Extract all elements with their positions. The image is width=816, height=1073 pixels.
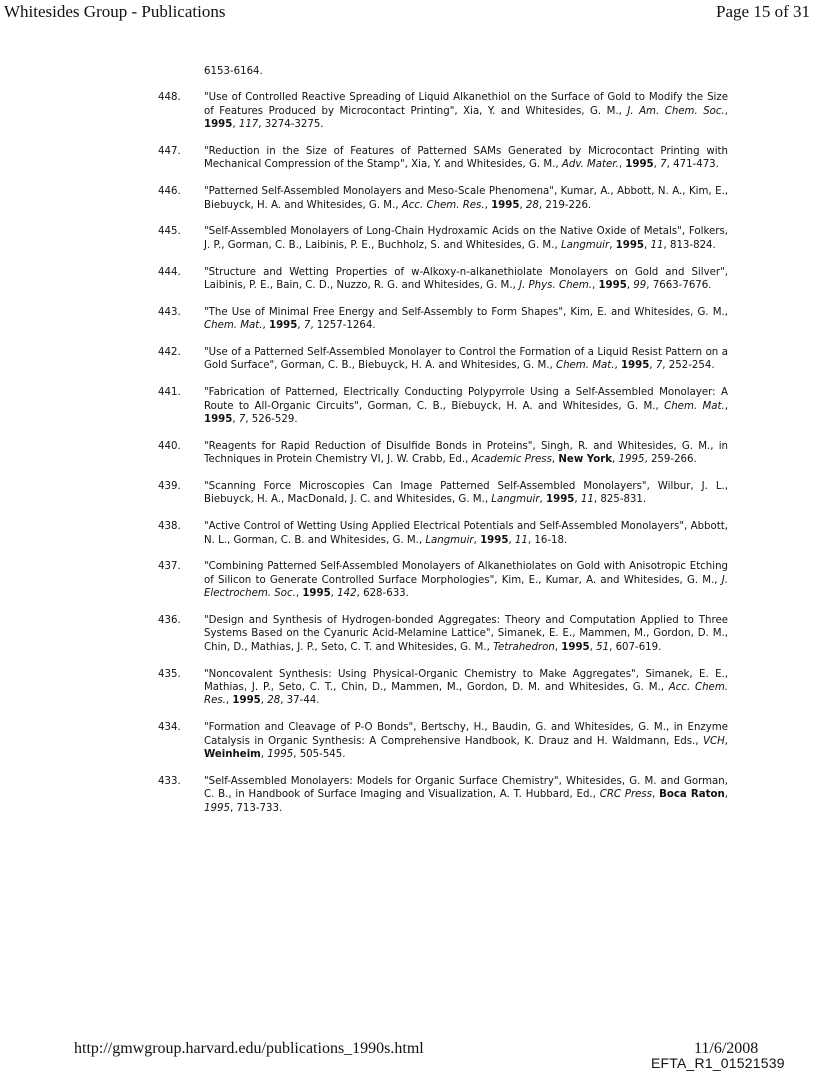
citation-text: "Design and Synthesis of Hydrogen-bonded Aggregates: Theory and Computation Applied to Three Systems Based on the Cyanuric Acid-Melamine Lattice", Simanek, E. E., Mammen, M., Gordon, D. M., Chin, D., Mathias, J. P., Seto, C. T. and Whitesides, G. M., (204, 615, 728, 653)
publication-entry (158, 614, 728, 654)
publication-entry (158, 225, 728, 252)
publication-entry (158, 386, 728, 426)
citation-text: , (225, 695, 233, 707)
citation-text: "Scanning Force Microscopies Can Image Patterned Self-Assembled Monolayers", Wilbur, J. L., Biebuyck, H. A., MacDonald, J. C. and Whitesides, G. M., (204, 481, 728, 506)
citation-text: "Combining Patterned Self-Assembled Monolayers of Alkanethiolates on Gold with Anisotropic Etching of Silicon to Generate Controlled Surface Morphologies", Kim, E., Kumar, A. and Whitesides, G. M., (204, 561, 728, 586)
citation-text: , (609, 239, 616, 251)
citation-text: , 505-545. (293, 749, 346, 761)
citation-text: , (262, 320, 269, 332)
citation-italic: VCH (703, 735, 725, 747)
citation-italic: Chem. Mat. (204, 320, 263, 332)
citation-italic: Chem. Mat. (555, 360, 615, 372)
citation-text: , (232, 414, 239, 426)
entry-citation (204, 346, 728, 373)
entry-number: 439. (158, 481, 181, 493)
citation-italic: Adv. Mater. (561, 159, 619, 171)
entry-number: 448. (158, 92, 181, 104)
entry-citation (204, 91, 728, 131)
publication-entry (158, 560, 728, 600)
entry-citation (204, 185, 728, 212)
citation-italic: Langmuir (560, 239, 610, 251)
citation-italic: 11 (514, 534, 528, 546)
citation-bold: 1995 (204, 414, 233, 426)
citation-bold: 1995 (615, 239, 645, 251)
citation-italic: Academic Press (471, 454, 552, 466)
entry-number: 446. (158, 186, 181, 198)
publication-entry (158, 480, 728, 507)
citation-italic: 1995 (618, 454, 645, 466)
citation-text: , (652, 789, 660, 801)
citation-bold: 1995 (480, 534, 509, 546)
publication-entry (158, 185, 728, 212)
citation-italic: 117 (238, 119, 259, 131)
citation-text: , (589, 641, 597, 653)
citation-italic: 28 (267, 695, 281, 707)
citation-text: , (612, 454, 619, 466)
citation-italic: 7 (238, 414, 246, 426)
publication-entry (158, 721, 728, 761)
entry-citation (204, 440, 728, 467)
citation-text: , 713-733. (229, 802, 283, 814)
citation-italic: Acc. Chem. Res. (401, 199, 485, 211)
citation-text: "Formation and Cleavage of P-O Bonds", Bertschy, H., Baudin, G. and Whitesides, G. M., in Enzyme Catalysis in Organic Synthesis: A Comprehensive Handbook, K. Drauz and H. Waldmann, Eds., (204, 722, 728, 747)
citation-text: "Active Control of Wetting Using Applied Electrical Potentials and Self-Assembled Monolayers", Abbott, N. L., Gorman, C. B. and Whitesides, G. M., (204, 521, 728, 546)
entry-number: 435. (158, 668, 181, 680)
citation-bold: 1995 (302, 588, 331, 600)
entry-citation (204, 145, 728, 172)
entry-number: 444. (158, 266, 181, 278)
citation-italic: J. Phys. Chem. (519, 280, 592, 292)
citation-text: "The Use of Minimal Free Energy and Self-Assembly to Form Shapes", Kim, E. and Whitesides, G. M., (204, 306, 728, 318)
entry-number: 434. (158, 722, 181, 734)
citation-text: , (473, 534, 481, 546)
page-header-title: Whitesides Group - Publications (4, 2, 226, 21)
publication-entry (158, 91, 728, 131)
publication-entry (158, 145, 728, 172)
citation-bold: 1995 (232, 695, 261, 707)
citation-bold: 1995 (546, 494, 575, 506)
citation-italic: 1995 (204, 802, 230, 814)
entry-citation (204, 386, 728, 426)
citation-bold: 1995 (204, 119, 233, 131)
citation-text: , 825-831. (593, 494, 647, 506)
entry-citation (204, 225, 728, 252)
citation-italic: J. Am. Chem. Soc. (627, 105, 725, 117)
entry-citation (204, 614, 728, 654)
footer-date: 11/6/2008 (694, 1040, 759, 1057)
citation-bold: Weinheim (204, 749, 261, 761)
citation-text: , (574, 494, 581, 506)
continuation-text: 6153-6164. (204, 66, 263, 77)
citation-bold: New York (558, 454, 613, 466)
citation-text: "Fabrication of Patterned, Electrically Conducting Polypyrrole Using a Self-Assembled Monolayer: A Route to All-Organic Circuits", Gorman, C. B., Biebuyck, H. A. and Whitesides, G. M., (204, 387, 728, 412)
citation-bold: 1995 (491, 199, 520, 211)
citation-text: , 219-226. (538, 199, 592, 211)
entry-number: 445. (158, 226, 181, 238)
citation-text: , (653, 159, 661, 171)
citation-text: "Structure and Wetting Properties of w-Alkoxy-n-alkanethiolate Monolayers on Gold and Silver", Laibinis, P. E., Bain, C. D., Nuzzo, R. G. and Whitesides, G. M., (204, 266, 728, 292)
entry-number: 433. (158, 775, 181, 787)
citation-italic: 51 (596, 641, 610, 653)
citation-text: , (724, 400, 728, 412)
citation-bold: 1995 (598, 280, 627, 292)
citation-text: , (724, 789, 728, 801)
citation-text: , (591, 280, 599, 292)
citation-text: , (330, 588, 338, 600)
entry-citation (204, 721, 728, 761)
citation-text: , 259-266. (644, 454, 697, 466)
citation-text: , (297, 320, 304, 332)
entry-number: 442. (158, 347, 181, 359)
citation-text: , (484, 199, 492, 211)
citation-text: , (519, 199, 526, 211)
entry-citation (204, 480, 728, 507)
publication-entry (158, 520, 728, 547)
citation-italic: 11 (580, 494, 594, 506)
entry-number: 440. (158, 440, 181, 452)
citation-text: , (626, 280, 634, 292)
publication-entry (158, 668, 728, 708)
citation-italic: 28 (525, 199, 539, 211)
citation-italic: Langmuir (491, 494, 540, 506)
citation-text: , (614, 360, 621, 372)
entry-citation (204, 306, 728, 333)
publication-entry (158, 266, 728, 293)
citation-text: , (539, 494, 547, 506)
citation-text: , (295, 588, 303, 600)
citation-text: "Self-Assembled Monolayers: Models for Organic Surface Chemistry", Whitesides, G. M. and Gorman, C. B., in Handbook of Surface Imaging and Visualization, A. T. Hubbard, Ed., (204, 775, 728, 801)
entry-citation (204, 775, 728, 815)
citation-italic: Tetrahedron (493, 641, 555, 653)
entry-number: 436. (158, 615, 181, 627)
citation-italic: J. Electrochem. Soc. (204, 574, 728, 600)
citation-text: , 16-18. (527, 534, 568, 546)
citation-text: "Patterned Self-Assembled Monolayers and Meso-Scale Phenomena", Kumar, A., Abbott, N. A., Kim, E., Biebuyck, H. A. and Whitesides, G. M., (204, 186, 728, 211)
citation-text: , 471-473. (666, 159, 719, 171)
citation-italic: CRC Press (599, 789, 653, 801)
entry-citation (204, 520, 728, 547)
citation-italic: 1995 (267, 749, 294, 761)
citation-text: , 813-824. (663, 239, 716, 251)
citation-text: "Reduction in the Size of Features of Patterned SAMs Generated by Microcontact Printing with Mechanical Compression of the Stamp", Xia, Y. and Whitesides, G. M., (204, 146, 728, 171)
citation-text: , 37-44. (280, 695, 320, 707)
citation-italic: 99 (633, 280, 647, 292)
citation-text: "Noncovalent Synthesis: Using Physical-Organic Chemistry to Make Aggregates", Simanek, E. E., Mathias, J. P., Seto, C. T., Chin, D., Mammen, M., Gordon, D. M. and Whitesides, G. M., (204, 668, 728, 694)
citation-text: "Reagents for Rapid Reduction of Disulfide Bonds in Proteins", Singh, R. and Whitesides, G. M., in Techniques in Protein Chemistry VI, J. W. Crabb, Ed., (204, 440, 728, 466)
citation-text: , (618, 159, 626, 171)
publication-entry (158, 306, 728, 333)
citation-text: , (724, 735, 728, 747)
citation-italic: 11 (650, 239, 664, 251)
entry-number: 443. (158, 306, 181, 318)
citation-text: , 607-619. (609, 641, 662, 653)
citation-text: , (260, 749, 268, 761)
publication-entry (158, 775, 728, 815)
citation-italic: 7 (303, 320, 311, 332)
citation-text: "Use of Controlled Reactive Spreading of Liquid Alkanethiol on the Surface of Gold to Modify the Size of Features Produced by Microcontact Printing", Xia, Y. and Whitesides, G. M., (204, 92, 728, 117)
citation-text: , (649, 360, 656, 372)
entry-number: 438. (158, 521, 181, 533)
entry-number: 437. (158, 561, 181, 573)
citation-italic: 7 (660, 159, 667, 171)
citation-text: , (232, 119, 239, 131)
footer-url: http://gmwgroup.harvard.edu/publications_1990s.html (74, 1040, 424, 1057)
publication-entry (158, 346, 728, 373)
citation-text: , (644, 239, 651, 251)
citation-bold: Boca Raton (659, 789, 725, 801)
citation-text: "Use of a Patterned Self-Assembled Monolayer to Control the Formation of a Liquid Resist Pattern on a Gold Surface", Gorman, C. B., Biebuyck, H. A. and Whitesides, G. M., (204, 347, 728, 372)
entry-citation (204, 560, 728, 600)
citation-bold: 1995 (269, 320, 298, 332)
entry-citation (204, 266, 728, 293)
citation-text: , 3274-3275. (258, 119, 324, 131)
entry-number: 441. (158, 387, 181, 399)
citation-text: , (551, 454, 559, 466)
citation-italic: 7 (655, 360, 663, 372)
citation-bold: 1995 (625, 159, 654, 171)
citation-italic: Chem. Mat. (664, 400, 725, 412)
citation-text: , (554, 641, 562, 653)
publication-entry (158, 440, 728, 467)
entry-citation (204, 668, 728, 708)
citation-text: "Self-Assembled Monolayers of Long-Chain Hydroxamic Acids on the Native Oxide of Metals", Folkers, J. P., Gorman, C. B., Laibinis, P. E., Buchholz, S. and Whitesides, G. M., (204, 226, 728, 251)
citation-text: , (724, 105, 728, 117)
citation-italic: Langmuir (425, 534, 474, 546)
document-id: EFTA_R1_01521539 (651, 1055, 785, 1071)
citation-bold: 1995 (620, 360, 650, 372)
citation-text: , 1257-1264. (310, 320, 376, 332)
citation-text: , 7663-7676. (646, 280, 712, 292)
citation-italic: 142 (337, 588, 357, 600)
entry-number: 447. (158, 146, 181, 158)
citation-text: , 252-254. (662, 360, 715, 372)
citation-text: , (260, 695, 268, 707)
page-number: Page 15 of 31 (716, 2, 810, 21)
citation-text: , (508, 534, 515, 546)
citation-italic: Acc. Chem. Res. (204, 682, 728, 707)
citation-text: , 628-633. (356, 588, 409, 600)
publication-list (158, 65, 728, 829)
citation-text: , 526-529. (245, 414, 298, 426)
citation-bold: 1995 (561, 641, 590, 653)
